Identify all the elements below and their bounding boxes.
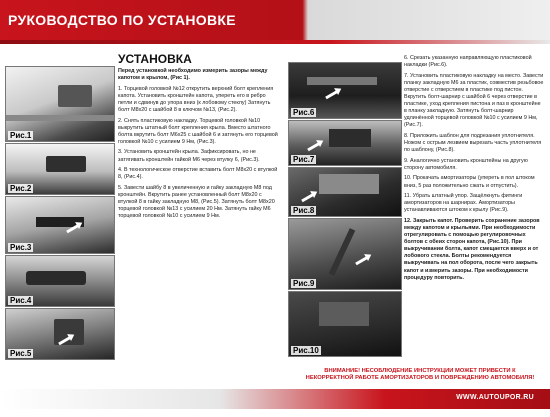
step-2: 2. Снять пластиковую накладку. Торцевой головкой №10 выкрутить штатный болт крепления крыла. Вместо штатного болта вкрутить болт М6х25 с шайбой 6 и затянуть его торцевой головкой №10 с усилием 9 Нм, (Рис.3).: [118, 117, 278, 145]
instructions-left-column: [118, 68, 280, 224]
figure-5: [5, 308, 115, 360]
step-10: 10. Прокачать амортизаторы (упереть в пол штоком вниз, 5 раз положительно сжать и отпустить).: [404, 175, 535, 189]
figure-5-caption: Рис.5: [10, 349, 32, 358]
step-11: 11. Убрать штатный упор. Защёлкнуть фитинги амортизаторов на шарнирах. Амортизаторы устанавливаются штоком к крылу (Рис.9).: [404, 193, 523, 214]
figure-10: [288, 291, 402, 357]
warning-line-2: НЕКОРРЕКТНОЙ РАБОТЕ АМОРТИЗАТОРОВ И ПОВРЕЖДЕНИЮ АВТОМОБИЛЯ!: [305, 375, 535, 381]
figure-3: [5, 196, 115, 254]
step-5: 5. Завести шайбу 8 в увеличенную и гайку закладную М8 под кронштейн. Вкрутить ранее установленный болт М8х20 с втулкой 8 в гайку закладную М8, (Рис.5). Затянуть болт М8х20 торцевой головкой №13 с усилием 20 Нм. Затянуть гайку М6 торцевой головкой №10 с усилием 9 Нм.: [118, 184, 275, 220]
step-8: 8. Приложить шаблон для подрезания уплотнителя. Ножом с острым лезвием вырезать часть уплотнителя по шаблону, (Рис.8).: [404, 132, 542, 154]
figure-4-caption: Рис.4: [10, 296, 32, 305]
warning-line-1: ВНИМАНИЕ! НЕСОБЛЮДЕНИЕ ИНСТРУКЦИИ МОЖЕТ ПРИВЕСТИ К: [324, 368, 516, 374]
header-title: РУКОВОДСТВО ПО УСТАНОВКЕ: [8, 12, 236, 28]
header-stripe: [0, 40, 550, 44]
step-6: 6. Срезать указанную направляющую пластиковой накладки (Рис.6).: [404, 55, 532, 69]
intro-text: Перед установкой необходимо измерить зазоры между капотом и крылом, (Рис 1).: [118, 68, 268, 82]
warning-notice: [292, 368, 548, 382]
figure-6: [288, 62, 402, 119]
figure-9-caption: Рис.9: [293, 279, 315, 288]
step-12-title: 12. Закрыть капот. Проверить сохранение зазоров между капотом и крыльями. При необходимости: [404, 217, 540, 231]
figure-4: [5, 255, 115, 307]
figure-7-caption: Рис.7: [293, 155, 315, 164]
figure-3-caption: Рис.3: [10, 243, 32, 252]
figure-1-caption: Рис.1: [10, 131, 32, 140]
header-banner: [0, 0, 550, 40]
step-1: 1. Торцевой головкой №12 открутить верхний болт крепления капота. Установить кронштейн капота, упереть его в ребро петли и сдвинув до упора вниз (к лобовому стеклу) Затянуть болт М8х20 с шайбой 8 в ключом №13, (Рис.2).: [118, 85, 274, 113]
figure-6-caption: Рис.6: [293, 108, 315, 117]
figure-10-caption: Рис.10: [293, 346, 319, 355]
figure-9: [288, 218, 402, 290]
figure-2: [5, 143, 115, 195]
step-9: 9. Аналогично установить кронштейны на другую сторону автомобиля.: [404, 157, 528, 171]
step-12-text: отрегулировать с помощью регулировочных болтов с обеих сторон капота, (Рис.10). При выкручивании болта, капот смещается вверх и от лобового стекла. Болты рекомендуется выкручивать на пол оборота, после чего закрыть капот и измерить зазоры. При необходимости процедуру повторить.: [404, 232, 539, 281]
figure-7: [288, 120, 402, 166]
section-title: УСТАНОВКА: [118, 52, 192, 66]
step-7: 7. Установить пластиковую накладку на место. Завести планку закладную М6 за пластик, совместив резьбовое отверстие с отверстием в пластике под пистон. Вкрутить болт-шарнир с шайбой 6 через отверстие в пластике, уход крепления пистона и паз в кронштейне в планку закладную. Затянуть болт-шарнир удлинённой торцевой головкой №10 с усилием 9 Нм, (Рис.7).: [404, 72, 544, 129]
step-4: 4. В технологическое отверстие вставить болт М8х20 с втулкой 8, (Рис.4).: [118, 167, 278, 181]
figure-1: [5, 66, 115, 142]
figure-2-caption: Рис.2: [10, 184, 32, 193]
instructions-right-column: [404, 55, 544, 285]
figure-8-caption: Рис.8: [293, 206, 315, 215]
figure-8: [288, 167, 402, 217]
footer-website-link[interactable]: WWW.AUTOUPOR.RU: [456, 394, 534, 401]
step-3: 3. Установить кронштейн крыла. Зафиксировать, но не затягивать кронштейн гайкой М6 через втулку 6, (Рис.3).: [118, 149, 260, 163]
